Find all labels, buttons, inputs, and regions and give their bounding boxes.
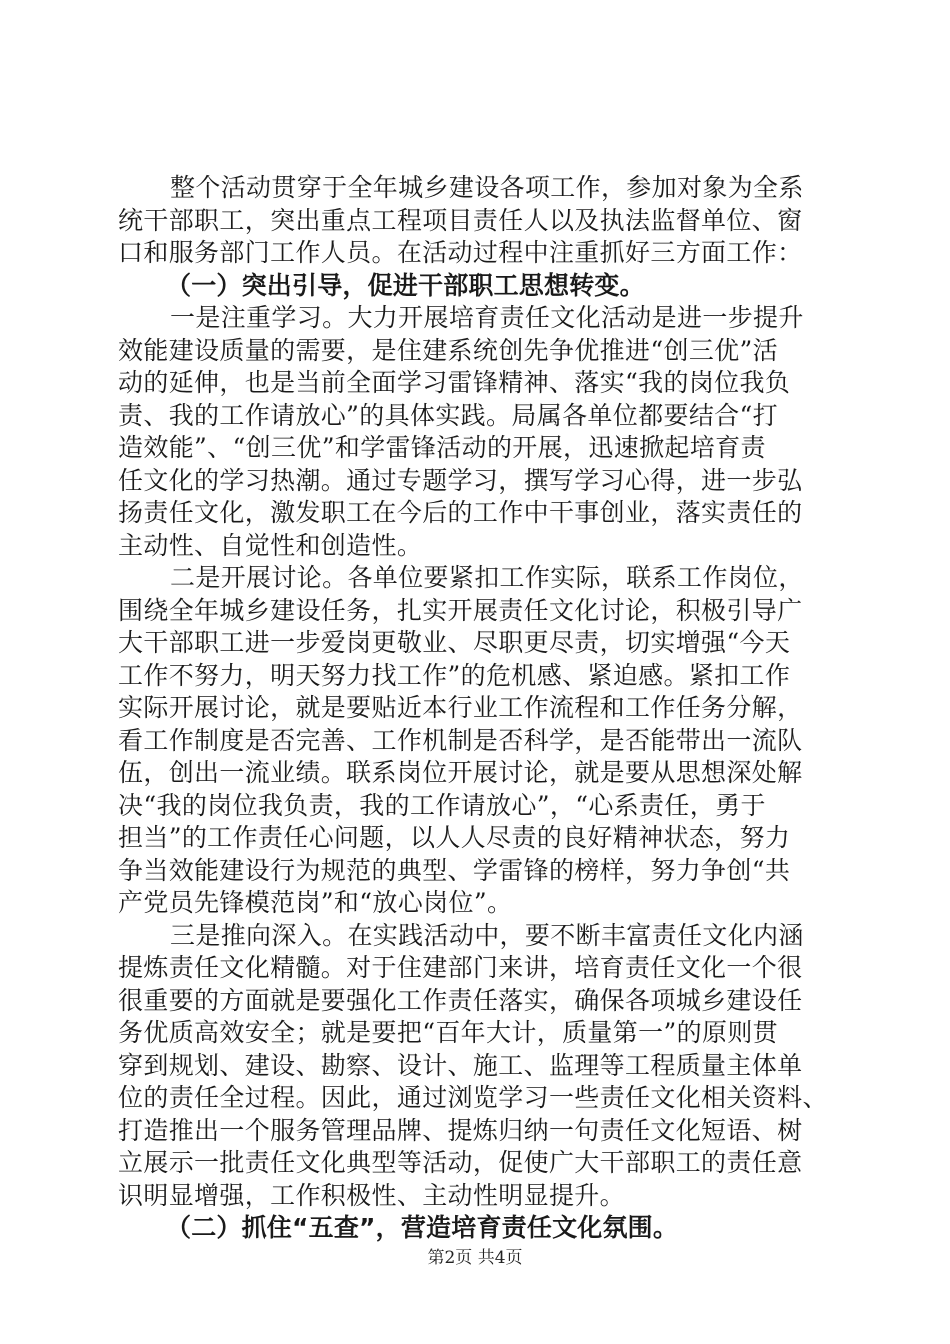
text-line: 造效能”、“创三优”和学雷锋活动的开展，迅速掀起培育责 — [118, 433, 766, 462]
text-line: 看工作制度是否完善、工作机制是否科学，是否能带出一流队 — [118, 725, 803, 755]
text-line: 位的责任全过程。因此，通过浏览学习一些责任文化相关资料、 — [118, 1083, 828, 1112]
document-page — [118, 172, 854, 1245]
document-body — [118, 172, 854, 1245]
text-line: 口和服务部门工作人员。在活动过程中注重抓好三方面工作： — [118, 238, 803, 267]
section-heading: （二）抓住“五查”，营造培育责任文化氛围。 — [166, 1213, 679, 1242]
text-line: 打造推出一个服务管理品牌、提炼归纳一句责任文化短语、树 — [118, 1115, 803, 1145]
text-line: 扬责任文化，激发职工在今后的工作中干事创业，落实责任的 — [118, 498, 803, 527]
text-line: 产党员先锋模范岗”和“放心岗位”。 — [118, 888, 513, 917]
text-line: 一是注重学习。大力开展培育责任文化活动是进一步提升 — [170, 303, 804, 332]
text-line: 围绕全年城乡建设任务，扎实开展责任文化讨论，积极引导广 — [118, 595, 803, 625]
text-line: 立展示一批责任文化典型等活动，促使广大干部职工的责任意 — [118, 1148, 803, 1177]
text-line: 整个活动贯穿于全年城乡建设各项工作，参加对象为全系 — [170, 173, 804, 202]
text-line: 识明显增强，工作积极性、主动性明显提升。 — [118, 1180, 626, 1210]
text-line: 担当”的工作责任心问题，以人人尽责的良好精神状态，努力 — [118, 823, 791, 852]
text-line: 效能建设质量的需要，是住建系统创先争优推进“创三优”活 — [118, 335, 779, 365]
text-line: 工作不努力，明天努力找工作”的危机感、紧迫感。紧扣工作 — [118, 660, 791, 690]
text-line: 实际开展讨论，就是要贴近本行业工作流程和工作任务分解， — [118, 693, 803, 722]
text-line: 主动性、自觉性和创造性。 — [118, 530, 423, 560]
text-line: 务优质高效安全；就是要把“百年大计，质量第一”的原则贯 — [118, 1018, 779, 1047]
text-line: 动的延伸，也是当前全面学习雷锋精神、落实“我的岗位我负 — [118, 368, 791, 397]
text-line: 大干部职工进一步爱岗更敬业、尽职更尽责，切实增强“今天 — [118, 628, 791, 657]
text-line: 三是推向深入。在实践活动中，要不断丰富责任文化内涵 — [170, 920, 804, 950]
text-line: 决“我的岗位我负责，我的工作请放心”，“心系责任，勇于 — [118, 790, 766, 820]
section-heading: （一）突出引导，促进干部职工思想转变。 — [166, 270, 645, 300]
text-line: 责、我的工作请放心”的具体实践。局属各单位都要结合“打 — [118, 400, 779, 430]
text-line: 任文化的学习热潮。通过专题学习，撰写学习心得，进一步弘 — [118, 465, 803, 495]
text-line: 穿到规划、建设、勘察、设计、施工、监理等工程质量主体单 — [118, 1050, 803, 1080]
text-line: 统干部职工，突出重点工程项目责任人以及执法监督单位、窗 — [118, 205, 803, 235]
text-line: 伍，创出一流业绩。联系岗位开展讨论，就是要从思想深处解 — [118, 758, 803, 787]
text-line: 二是开展讨论。各单位要紧扣工作实际，联系工作岗位， — [170, 563, 804, 592]
text-line: 争当效能建设行为规范的典型、学雷锋的榜样，努力争创“共 — [118, 855, 791, 885]
page-footer: 第2页 共4页 — [427, 1248, 523, 1268]
text-line: 提炼责任文化精髓。对于住建部门来讲，培育责任文化一个很 — [118, 953, 803, 982]
text-line: 很重要的方面就是要强化工作责任落实，确保各项城乡建设任 — [118, 985, 803, 1015]
